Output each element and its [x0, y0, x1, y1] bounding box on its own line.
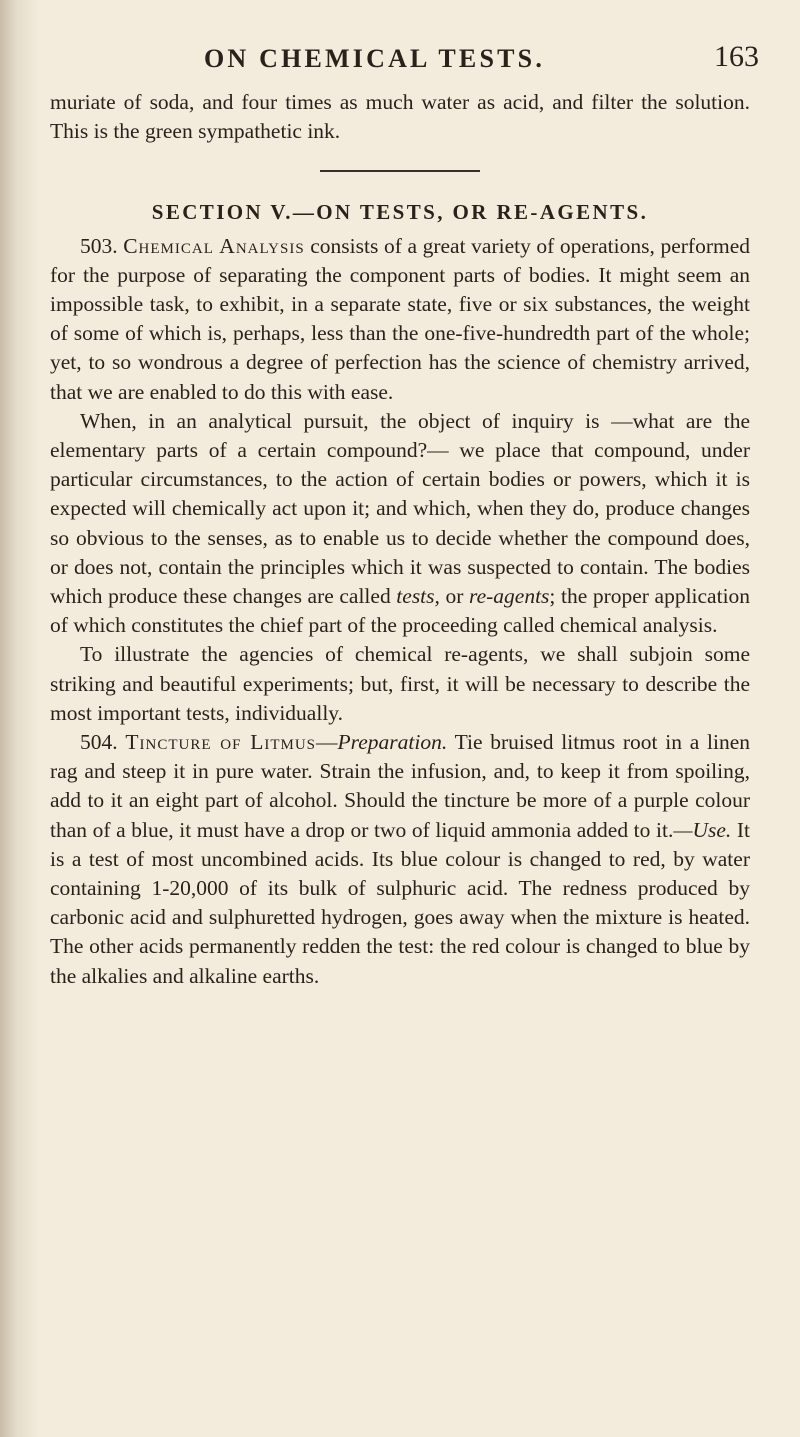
heading-dash: — — [316, 730, 338, 755]
intro-text: muriate of soda, and four times as much water as acid, and filter the solution. This is the green sympathetic ink. — [50, 90, 750, 144]
preparation-label: Preparation. — [337, 730, 448, 755]
section-divider — [320, 170, 480, 172]
use-label: —Use. — [673, 817, 732, 842]
term-tests: tests, — [396, 584, 440, 609]
paragraph-number: 503. — [80, 233, 118, 258]
paragraph-heading: Tincture of Litmus — [125, 730, 317, 755]
running-head: ON CHEMICAL TESTS. — [204, 44, 546, 73]
section-title: SECTION V.—ON TESTS, OR RE-AGENTS. — [151, 200, 649, 225]
paragraph-text-part-1: Tie bruised litmus root in a linen rag and steep it in pure water. Strain the infusion, and, to keep it from spoiling, add to it an eight part of alcohol. Should the tincture be more of a purple colour than of a blue, it must have a drop or two of liquid ammonia added to it. — [50, 730, 750, 842]
paragraph-text-part-1: When, in an analytical pursuit, the object of inquiry is —what are the elementary parts of a certain compound?— we place that compound, under particular circumstances, to the action of certain bodies or powers, which it is expected will chemically act upon it; and which, when they do, produce changes so obvious to the senses, as to enable us to decide whether the compound does, or does not, contain the principles which it was suspected to contain. The bodies which produce these changes are called — [50, 408, 750, 609]
conjunction-or: or — [445, 584, 464, 609]
paragraph-illustrate — [50, 640, 750, 728]
paragraph-503 — [50, 232, 750, 407]
paragraph-text: To illustrate the agencies of chemical re-agents, we shall subjoin some striking and beautiful experiments; but, first, it will be necessary to describe the most important tests, individually. — [50, 642, 750, 725]
intro-paragraph — [50, 88, 750, 146]
paragraph-number: 504. — [80, 730, 118, 755]
paragraph-heading: Chemical Analysis — [123, 233, 305, 258]
page-header — [0, 38, 800, 78]
paragraph-text-part-2: It is a test of most uncombined acids. Its blue colour is changed to red, by water containing 1-20,000 of its bulk of sulphuric acid. The redness produced by carbonic acid and sulphuretted hydrogen, goes away when the mixture is heated. The other acids permanently redden the test: the red colour is changed to blue by the alkalies and alkaline earths. — [50, 817, 751, 988]
paragraph-504 — [50, 728, 750, 991]
text-block — [50, 88, 750, 991]
paragraph-when — [50, 407, 750, 641]
term-re-agents: re-agents — [469, 584, 550, 609]
page-number: 163 — [714, 40, 759, 73]
paragraph-text-part-2: ; the proper application of which constitutes the chief part of the proceeding called chemical analysis. — [50, 584, 751, 638]
paragraph-text: consists of a great variety of operations, performed for the purpose of separating the component parts of bodies. It might seem an impossible task, to exhibit, in a separate state, five or six substances, the weight of some of which is, perhaps, less than the one-five-hundredth part of the whole; yet, to so wondrous a degree of perfection has the science of chemistry arrived, that we are enabled to do this with ease. — [50, 233, 750, 404]
